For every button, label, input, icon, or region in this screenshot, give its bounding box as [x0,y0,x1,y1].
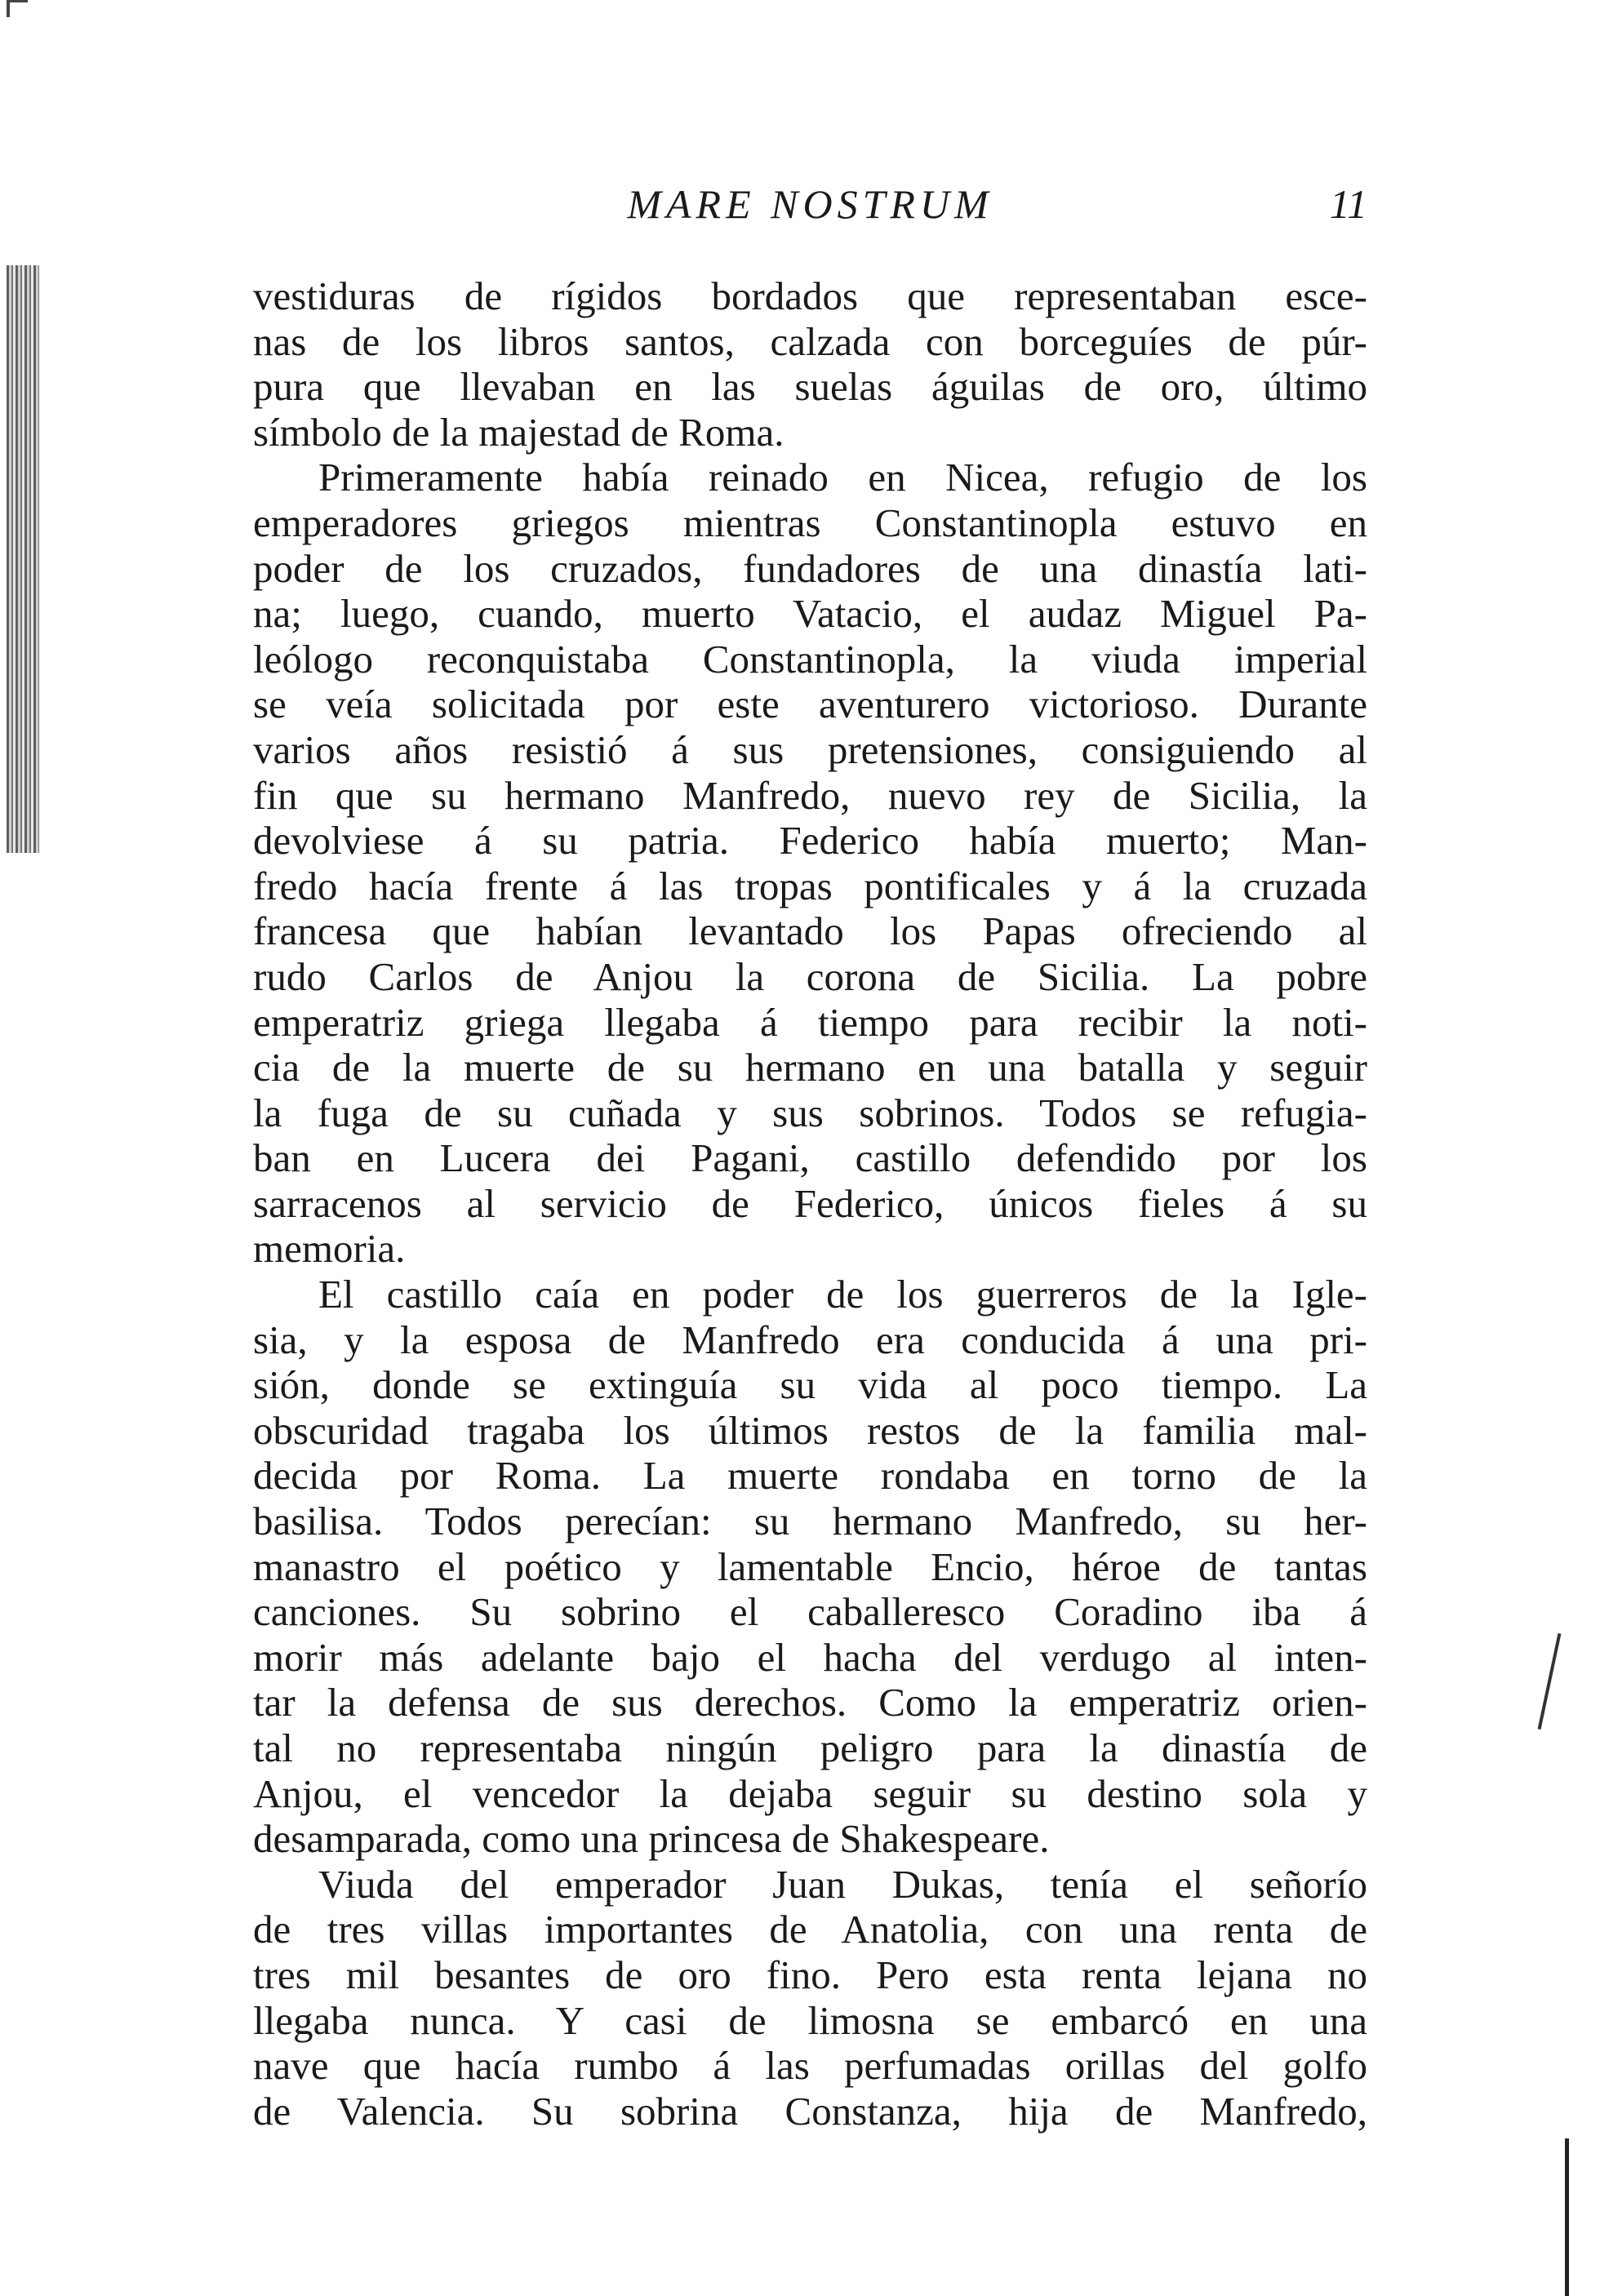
text-line: símbolo de la majestad de Roma. [253,409,784,455]
text-line: sión, donde se extinguía su vida al poco tiempo. La [253,1362,1367,1408]
text-line: pura que llevaban en las suelas águilas de oro, último [253,364,1367,410]
text-line: Primeramente había reinado en Nicea, refugio de los [318,455,1367,500]
text-line: El castillo caía en poder de los guerreros de la Igle- [318,1272,1367,1317]
scan-edge-mark [1565,2138,1569,2296]
binding-shadow [7,265,39,853]
text-line: rudo Carlos de Anjou la corona de Sicilia. La pobre [253,953,1367,999]
text-line: Anjou, el vencedor la dejaba seguir su destino sola y [253,1770,1367,1816]
text-line: desamparada, como una princesa de Shakespeare. [253,1816,1050,1862]
text-line: llegaba nunca. Y casi de limosna se embarcó en una [253,1997,1367,2043]
text-line: cia de la muerte de su hermano en una batalla y seguir [253,1045,1367,1090]
text-line: morir más adelante bajo el hacha del verdugo al inten- [253,1634,1367,1680]
text-line: fredo hacía frente á las tropas pontificales y á la cruzada [253,863,1367,908]
running-title: MARE NOSTRUM [627,181,993,227]
text-line: emperadores griegos mientras Constantinopla estuvo en [253,500,1367,545]
text-line: obscuridad tragaba los últimos restos de la familia mal- [253,1407,1367,1453]
page-number: 11 [1329,181,1367,227]
text-line: tal no representaba ningún peligro para la dinastía de [253,1725,1367,1770]
text-line: tres mil besantes de oro fino. Pero esta renta lejana no [253,1952,1367,1997]
text-line: Viuda del emperador Juan Dukas, tenía el señorío [318,1861,1367,1907]
text-line: la fuga de su cuñada y sus sobrinos. Todos se refugia- [253,1090,1367,1135]
text-line: francesa que habían levantado los Papas ofreciendo al [253,908,1367,954]
text-line: leólogo reconquistaba Constantinopla, la viuda imperial [253,636,1367,682]
text-line: emperatriz griega llegaba á tiempo para recibir la noti- [253,999,1367,1045]
scan-corner-mark [7,0,28,17]
text-line: devolviese á su patria. Federico había muerto; Man- [253,818,1367,864]
text-line: sarracenos al servicio de Federico, únicos fieles á su [253,1180,1367,1226]
text-line: de tres villas importantes de Anatolia, con una renta de [253,1907,1367,1952]
text-line: tar la defensa de sus derechos. Como la emperatriz orien- [253,1680,1367,1725]
text-line: vestiduras de rígidos bordados que representaban esce- [253,273,1367,318]
text-line: poder de los cruzados, fundadores de una dinastía lati- [253,545,1367,591]
text-line: sia, y la esposa de Manfredo era conducida á una pri- [253,1317,1367,1362]
text-line: ban en Lucera dei Pagani, castillo defendido por los [253,1135,1367,1181]
text-line: varios años resistió á sus pretensiones, consiguiendo al [253,726,1367,772]
text-line: nas de los libros santos, calzada con borceguíes de púr- [253,318,1367,364]
running-head [253,175,1367,233]
text-line: basilisa. Todos perecían: su hermano Manfredo, su her- [253,1499,1367,1544]
text-line: na; luego, cuando, muerto Vatacio, el audaz Miguel Pa- [253,591,1367,637]
scan-edge-mark [1538,1633,1562,1730]
text-line: se veía solicitada por este aventurero victorioso. Durante [253,682,1367,727]
text-line: nave que hacía rumbo á las perfumadas orillas del golfo [253,2043,1367,2089]
text-line: fin que su hermano Manfredo, nuevo rey de Sicilia, la [253,772,1367,818]
text-line: manastro el poético y lamentable Encio, héroe de tantas [253,1543,1367,1589]
text-line: canciones. Su sobrino el caballeresco Coradino iba á [253,1589,1367,1635]
body-text [253,273,1367,2134]
text-line: decida por Roma. La muerte rondaba en torno de la [253,1453,1367,1499]
text-line: de Valencia. Su sobrina Constanza, hija de Manfredo, [253,2088,1367,2134]
text-line: memoria. [253,1226,406,1272]
